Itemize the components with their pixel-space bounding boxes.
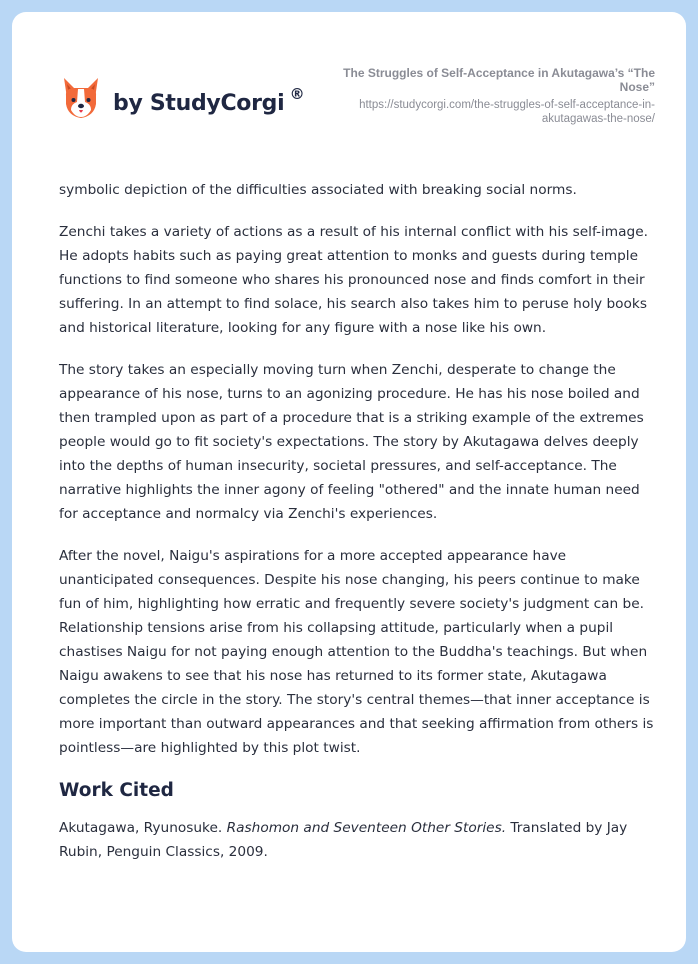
paragraph: The story takes an especially moving turn when Zenchi, desperate to change the appearance of his nose, turns to an agonizing procedure. He has his nose boiled and then trampled upon as part of a procedure that is a striking example of the extremes people would go to fit society's expectations. The story by Akutagawa delves deeply into the depths of human insecurity, societal pressures, and self-acceptance. The narrative highlights the inner agony of feeling "othered" and the innate human need for acceptance and normalcy via Zenchi's experiences.: [59, 362, 644, 522]
essay-body: [59, 178, 659, 882]
paragraph: After the novel, Naigu's aspirations for a more accepted appearance have unanticipated consequences. Despite his nose changing, his peers continue to make fun of him, highlighting how erratic and frequently severe society's judgment can be. Relationship tensions arise from his collapsing attitude, particularly when a pupil chastises Naigu for not paying enough attention to the Buddha's teachings. But when Naigu awakens to see that his nose has returned to its former state, Akutagawa completes the circle in the story. The story's central themes—that inner acceptance is more important than outward appearances and that seeking affirmation from others is pointless—are highlighted by this plot twist.: [59, 548, 654, 756]
studycorgi-logo[interactable]: [61, 76, 305, 120]
registered-mark: ®: [289, 84, 305, 103]
citation-author: Akutagawa, Ryunosuke.: [59, 820, 223, 836]
brand-text: by StudyCorgi: [113, 90, 285, 116]
brand-name: [113, 84, 305, 116]
document-meta: [315, 66, 655, 126]
page: [12, 12, 686, 952]
citation: [59, 816, 659, 864]
document-title: The Struggles of Self-Acceptance in Akutagawa’s “The Nose”: [343, 66, 655, 94]
corgi-icon: [61, 76, 101, 120]
paragraph: Zenchi takes a variety of actions as a result of his internal conflict with his self-image. He adopts habits such as paying great attention to monks and guests during temple functions to find someone who shares his pronounced nose and finds comfort in their suffering. In an attempt to find solace, his search also takes him to peruse holy books and historical literature, looking for any figure with a nose like his own.: [59, 224, 648, 336]
works-cited-heading: Work Cited: [59, 780, 174, 801]
citation-book-title: Rashomon and Seventeen Other Stories.: [226, 820, 507, 836]
document-url[interactable]: https://studycorgi.com/the-struggles-of-self-acceptance-in-akutagawas-the-nose/: [359, 99, 655, 125]
paragraph: symbolic depiction of the difficulties associated with breaking social norms.: [59, 182, 577, 198]
citation-details: Translated by Jay Rubin, Penguin Classics, 2009.: [59, 820, 628, 860]
